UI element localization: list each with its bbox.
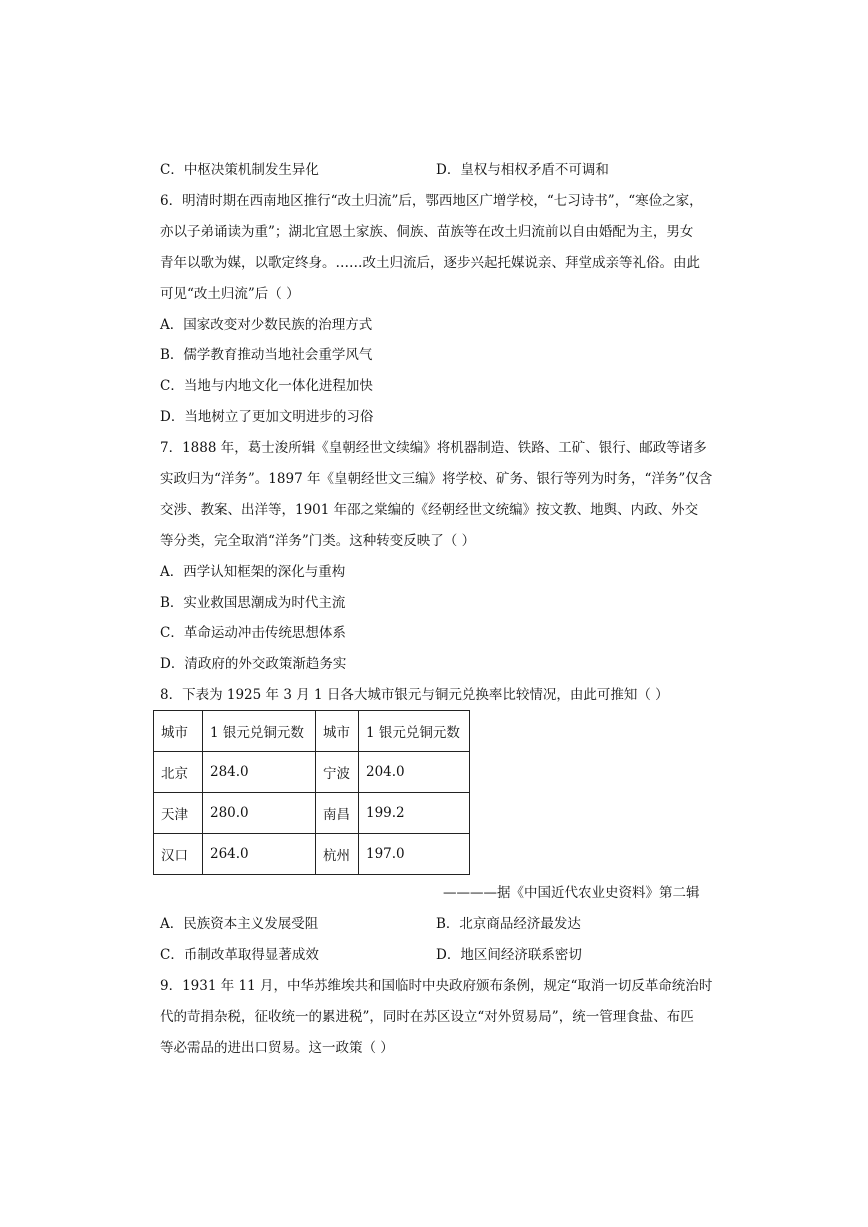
q7-option-c: C．革命运动冲击传统思想体系 (160, 625, 346, 641)
table-cell: 264.0 (203, 834, 316, 875)
q7-stem-line-1: 7．1888 年，葛士浚所辑《皇朝经世文续编》将机器制造、铁路、工矿、银行、邮政等诸多 (160, 440, 707, 456)
q7-stem-line-4: 等分类，完全取消“洋务”门类。这种转变反映了（ ） (160, 533, 476, 549)
table-cell: 天津 (154, 793, 203, 834)
table-row (154, 793, 470, 834)
table-row (154, 752, 470, 793)
table-cell: 284.0 (203, 752, 316, 793)
table-header-cell: 城市 (154, 711, 203, 752)
q6-stem-line-2: 亦以子弟诵读为重”；湖北宜恩土家族、侗族、苗族等在改土归流前以自由婚配为主，男女 (160, 224, 694, 240)
table-cell: 汉口 (154, 834, 203, 875)
table-cell: 南昌 (316, 793, 359, 834)
q7-option-d: D．清政府的外交政策渐趋务实 (160, 656, 347, 672)
q8-stem: 8．下表为 1925 年 3 月 1 日各大城市银元与铜元兑换率比较情况，由此可推知（ ） (160, 687, 669, 703)
q6-option-d: D．当地树立了更加文明进步的习俗 (160, 409, 374, 425)
q7-stem-line-2: 实政归为“洋务”。1897 年《皇朝经世文三编》将学校、矿务、银行等列为时务，“洋务”仅含 (160, 471, 713, 487)
q7-stem-line-3: 交涉、教案、出洋等，1901 年邵之棠编的《经朝经世文统编》按文教、地舆、内政、外交 (160, 502, 699, 518)
q8-table-source: ————据《中国近代农业史资料》第二辑 (443, 885, 700, 901)
table-header-cell: 1 银元兑铜元数 (203, 711, 316, 752)
table-cell: 北京 (154, 752, 203, 793)
table-cell: 204.0 (359, 752, 470, 793)
q6-option-c: C．当地与内地文化一体化进程加快 (160, 378, 373, 394)
q5-option-d: D．皇权与相权矛盾不可调和 (436, 162, 609, 178)
q7-option-a: A．西学认知框架的深化与重构 (160, 564, 346, 580)
table-cell: 199.2 (359, 793, 470, 834)
q8-option-c: C．币制改革取得显著成效 (160, 947, 319, 963)
table-row (154, 834, 470, 875)
q9-stem-line-2: 代的苛捐杂税，征收统一的累进税”，同时在苏区设立“对外贸易局”，统一管理食盐、布匹 (160, 1009, 694, 1025)
table-cell: 280.0 (203, 793, 316, 834)
q9-stem-line-3: 等必需品的进出口贸易。这一政策（ ） (160, 1040, 394, 1056)
table-header-cell: 城市 (316, 711, 359, 752)
exchange-rate-table (153, 710, 470, 875)
q6-option-a: A．国家改变对少数民族的治理方式 (160, 317, 373, 333)
q7-option-b: B．实业救国思潮成为时代主流 (160, 595, 346, 611)
table-header-row (154, 711, 470, 752)
table-cell: 197.0 (359, 834, 470, 875)
q8-option-b: B．北京商品经济最发达 (436, 916, 581, 932)
q6-stem-line-1: 6．明清时期在西南地区推行“改土归流”后，鄂西地区广增学校，“七习诗书”，“寒俭之家， (160, 193, 703, 209)
q5-option-c: C．中枢决策机制发生异化 (160, 162, 319, 178)
q8-option-a: A．民族资本主义发展受阻 (160, 916, 319, 932)
table-cell: 杭州 (316, 834, 359, 875)
table-header-cell: 1 银元兑铜元数 (359, 711, 470, 752)
q6-option-b: B．儒学教育推动当地社会重学风气 (160, 347, 373, 363)
q6-stem-line-4: 可见“改土归流”后（ ） (160, 286, 300, 302)
q6-stem-line-3: 青年以歌为媒，以歌定终身。……改土归流后，逐步兴起托媒说亲、拜堂成亲等礼俗。由此 (160, 255, 700, 271)
table-cell: 宁波 (316, 752, 359, 793)
q9-stem-line-1: 9．1931 年 11 月，中华苏维埃共和国临时中央政府颁布条例，规定“取消一切反革命统治时 (160, 978, 713, 994)
q8-option-d: D．地区间经济联系密切 (436, 947, 582, 963)
